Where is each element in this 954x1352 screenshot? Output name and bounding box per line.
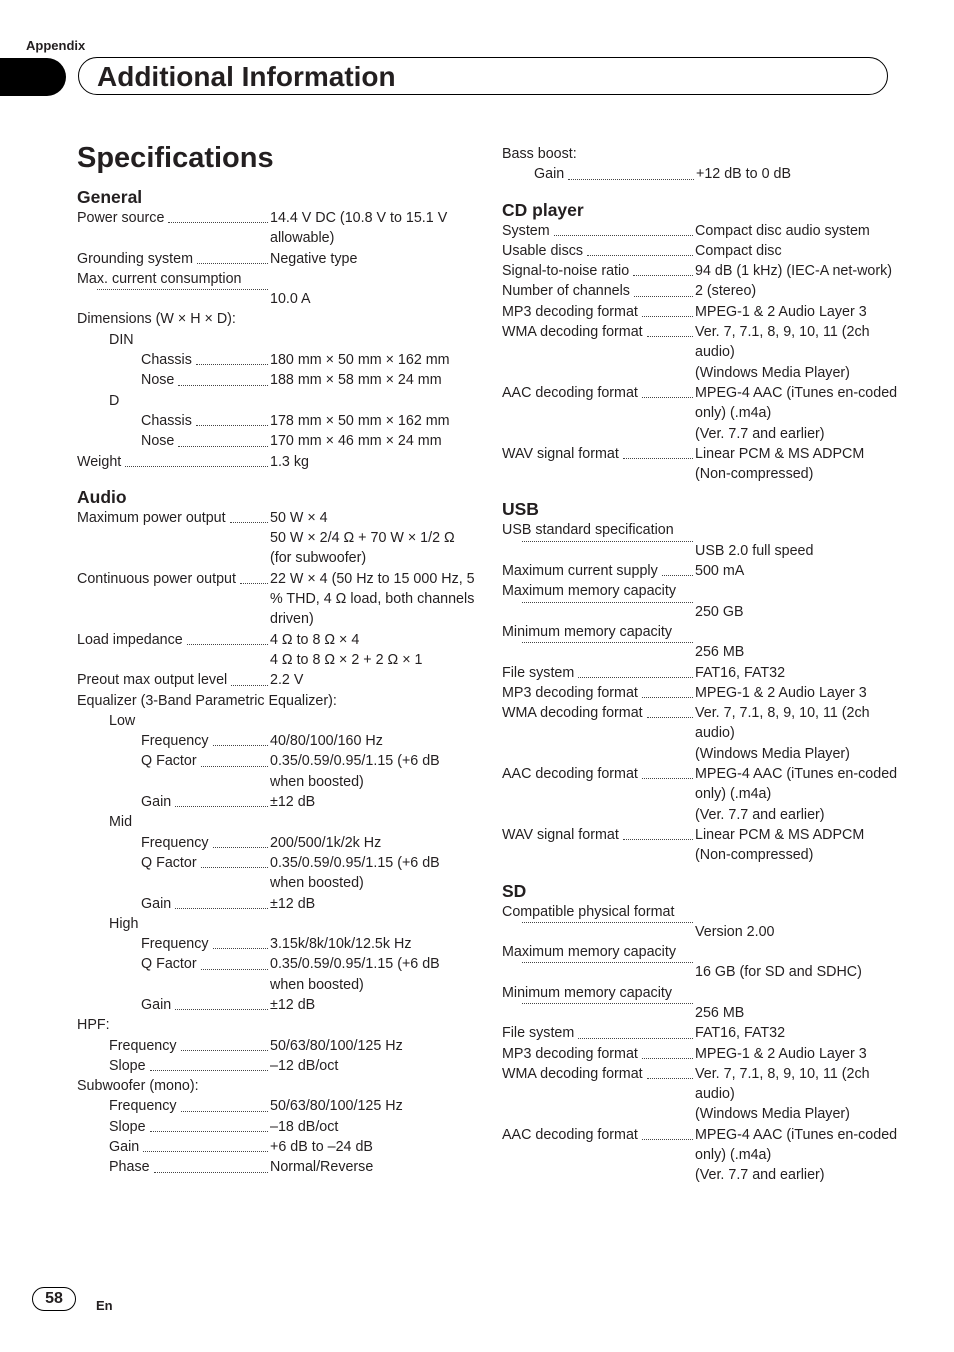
spec-label: WMA decoding format <box>502 324 643 341</box>
spec-label: Q Factor <box>141 854 197 871</box>
spec-label: Frequency <box>141 936 209 953</box>
spec-row <box>502 261 902 281</box>
spec-row <box>77 208 477 249</box>
left-column <box>77 186 477 1178</box>
spec-value: Compact disc <box>695 242 782 259</box>
spec-value: Linear PCM & MS ADPCM (Non-compressed) <box>695 445 865 483</box>
spec-label: Gain <box>534 166 565 183</box>
spec-label: Frequency <box>109 1037 177 1054</box>
spec-label: Maximum power output <box>77 509 226 526</box>
spec-row <box>77 1137 477 1157</box>
spec-label: Continuous power output <box>77 570 236 587</box>
spec-value: 50/63/80/100/125 Hz <box>270 1037 403 1054</box>
spec-value: 40/80/100/160 Hz <box>270 733 383 750</box>
spec-value: 3.15k/8k/10k/12.5k Hz <box>270 936 412 953</box>
spec-subgroup: Low <box>109 712 136 729</box>
spec-label: WMA decoding format <box>502 705 643 722</box>
spec-row <box>77 569 477 630</box>
section-heading-cd-player: CD player <box>502 199 584 220</box>
spec-label: USB standard specification <box>502 522 674 539</box>
spec-label: AAC decoding format <box>502 766 638 783</box>
spec-row <box>502 825 902 866</box>
spec-value: (Windows Media Player) <box>695 1106 850 1123</box>
spec-value: 50/63/80/100/125 Hz <box>270 1098 403 1115</box>
section-heading-sd: SD <box>502 880 527 901</box>
spec-row <box>502 302 902 322</box>
spec-group: Bass boost: <box>502 146 577 162</box>
spec-label: Gain <box>141 794 172 811</box>
spec-label: Signal-to-noise ratio <box>502 263 630 280</box>
spec-label: Grounding system <box>77 250 194 267</box>
spec-row <box>502 561 902 581</box>
spec-label: Chassis <box>141 412 192 429</box>
spec-label: Weight <box>77 453 122 470</box>
spec-label: Minimum memory capacity <box>502 984 673 1001</box>
spec-value: 178 mm × 50 mm × 162 mm <box>270 412 450 429</box>
spec-row <box>77 751 477 792</box>
spec-value: 500 mA <box>695 563 745 580</box>
spec-value: (Ver. 7.7 and earlier) <box>695 425 825 442</box>
spec-label: Gain <box>109 1139 140 1156</box>
spec-value: 4 Ω to 8 Ω × 2 + 2 Ω × 1 <box>270 651 423 668</box>
spec-group: HPF: <box>77 1017 110 1034</box>
spec-row <box>77 731 477 751</box>
spec-subgroup: DIN <box>109 331 134 348</box>
spec-value: +6 dB to –24 dB <box>270 1139 373 1156</box>
spec-label: MP3 decoding format <box>502 303 638 320</box>
spec-row <box>77 350 477 370</box>
spec-value: Compact disc audio system <box>695 222 870 239</box>
spec-value: MPEG-4 AAC (iTunes en-coded only) (.m4a) <box>695 1126 898 1164</box>
section-banner <box>78 57 888 95</box>
spec-row <box>77 411 477 431</box>
spec-value: ±12 dB <box>270 895 316 912</box>
spec-label: MP3 decoding format <box>502 1045 638 1062</box>
spec-label: Nose <box>141 372 175 389</box>
spec-row <box>77 995 477 1015</box>
spec-row <box>77 853 477 894</box>
spec-row <box>502 241 902 261</box>
spec-value: 0.35/0.59/0.95/1.15 (+6 dB when boosted) <box>270 956 440 993</box>
spec-row <box>502 663 902 683</box>
spec-label: Maximum memory capacity <box>502 583 676 600</box>
spec-group: Subwoofer (mono): <box>77 1078 199 1095</box>
spec-row <box>502 683 902 703</box>
section-heading-audio: Audio <box>77 486 127 507</box>
spec-value: FAT16, FAT32 <box>695 1025 786 1042</box>
spec-label: Slope <box>109 1118 146 1135</box>
spec-subgroup: High <box>109 915 139 932</box>
spec-value: –12 dB/oct <box>270 1057 339 1074</box>
section-heading-general: General <box>77 187 143 207</box>
spec-label: System <box>502 222 550 239</box>
spec-row <box>77 630 477 671</box>
spec-value: 2 (stereo) <box>695 283 757 300</box>
spec-label: Chassis <box>141 352 192 369</box>
spec-row <box>77 508 477 569</box>
spec-value: 0.35/0.59/0.95/1.15 (+6 dB when boosted) <box>270 854 440 892</box>
spec-label: Frequency <box>141 733 209 750</box>
spec-value: (Ver. 7.7 and earlier) <box>695 1167 825 1184</box>
spec-value: 14.4 V DC (10.8 V to 15.1 V allowable) <box>270 210 448 247</box>
spec-row <box>77 1157 477 1177</box>
spec-value: (Ver. 7.7 and earlier) <box>695 806 825 823</box>
section-tab <box>0 58 66 96</box>
spec-row <box>502 1023 902 1043</box>
spec-value: 0.35/0.59/0.95/1.15 (+6 dB when boosted) <box>270 753 440 790</box>
spec-value: MPEG-1 & 2 Audio Layer 3 <box>695 684 867 701</box>
spec-row <box>502 221 902 241</box>
spec-row <box>502 703 902 764</box>
spec-value: 250 GB <box>695 603 744 620</box>
spec-label: Gain <box>141 996 172 1013</box>
spec-row <box>502 1064 902 1125</box>
spec-value: MPEG-4 AAC (iTunes en-coded only) (.m4a) <box>695 766 898 803</box>
spec-value: 10.0 A <box>270 291 311 308</box>
spec-row <box>77 370 477 390</box>
spec-label: WAV signal format <box>502 826 619 843</box>
spec-row <box>502 764 902 825</box>
spec-value: –18 dB/oct <box>270 1118 339 1135</box>
spec-value: 200/500/1k/2k Hz <box>270 834 382 851</box>
spec-row <box>77 249 477 269</box>
spec-value: 16 GB (for SD and SDHC) <box>695 964 862 981</box>
spec-value: MPEG-1 & 2 Audio Layer 3 <box>695 303 867 320</box>
spec-label: Frequency <box>109 1098 177 1115</box>
spec-value: FAT16, FAT32 <box>695 664 786 681</box>
spec-label: File system <box>502 1025 575 1042</box>
right-column <box>502 144 902 1186</box>
spec-label: WAV signal format <box>502 445 619 462</box>
spec-row <box>502 642 902 662</box>
spec-value: Ver. 7, 7.1, 8, 9, 10, 11 (2ch audio) <box>695 705 870 742</box>
spec-value: Linear PCM & MS ADPCM (Non-compressed) <box>695 826 865 864</box>
spec-value: 22 W × 4 (50 Hz to 15 000 Hz, 5 % THD, 4 Ω load, both channels driven) <box>270 570 475 628</box>
page-number: 58 <box>32 1287 76 1311</box>
spec-label: Preout max output level <box>77 672 228 689</box>
language-code: En <box>96 1298 113 1313</box>
spec-subgroup: Mid <box>109 814 133 831</box>
spec-row <box>77 1036 477 1056</box>
spec-value: 256 MB <box>695 1004 745 1021</box>
spec-label: Minimum memory capacity <box>502 623 673 640</box>
spec-row <box>502 1044 902 1064</box>
spec-label: Usable discs <box>502 242 584 259</box>
spec-label: AAC decoding format <box>502 384 638 401</box>
spec-value: MPEG-4 AAC (iTunes en-coded only) (.m4a) <box>695 384 898 422</box>
spec-value: MPEG-1 & 2 Audio Layer 3 <box>695 1045 867 1062</box>
spec-label: Power source <box>77 210 165 226</box>
spec-value: 50 W × 2/4 Ω + 70 W × 1/2 Ω (for subwoofer) <box>270 530 455 567</box>
spec-label: Nose <box>141 433 175 450</box>
spec-value: (Windows Media Player) <box>695 745 850 762</box>
page-title: Specifications <box>77 142 274 174</box>
spec-value: Normal/Reverse <box>270 1159 374 1176</box>
spec-label: Gain <box>141 895 172 912</box>
spec-value: Ver. 7, 7.1, 8, 9, 10, 11 (2ch audio) <box>695 1065 870 1103</box>
spec-value: 256 MB <box>695 644 745 661</box>
spec-label: Frequency <box>141 834 209 851</box>
spec-label: MP3 decoding format <box>502 684 638 701</box>
spec-value: Version 2.00 <box>695 923 775 940</box>
banner-title: Additional Information <box>97 61 396 92</box>
spec-row <box>77 954 477 995</box>
section-heading-usb: USB <box>502 499 539 520</box>
spec-label: Compatible physical format <box>502 903 675 920</box>
spec-label: Q Factor <box>141 956 197 973</box>
spec-row <box>502 602 902 622</box>
spec-group: Equalizer (3-Band Parametric Equalizer): <box>77 692 337 709</box>
spec-row <box>77 1117 477 1137</box>
spec-row <box>77 1096 477 1116</box>
spec-value: ±12 dB <box>270 794 316 811</box>
spec-label: Load impedance <box>77 631 183 648</box>
spec-row <box>77 670 477 690</box>
spec-row <box>77 792 477 812</box>
spec-label: Max. current consumption <box>77 270 242 287</box>
spec-value: +12 dB to 0 dB <box>696 166 791 183</box>
spec-value: 188 mm × 58 mm × 24 mm <box>270 372 442 389</box>
spec-row <box>77 289 477 309</box>
spec-value: 170 mm × 46 mm × 24 mm <box>270 433 442 450</box>
spec-label: AAC decoding format <box>502 1126 638 1143</box>
spec-value: 4 Ω to 8 Ω × 4 <box>270 631 360 648</box>
spec-value: 2.2 V <box>270 672 304 689</box>
spec-group: Dimensions (W × H × D): <box>77 311 236 328</box>
spec-label: Phase <box>109 1159 150 1176</box>
spec-value: (Windows Media Player) <box>695 364 850 381</box>
spec-row <box>77 934 477 954</box>
spec-label: File system <box>502 664 575 681</box>
spec-value: 180 mm × 50 mm × 162 mm <box>270 352 450 369</box>
spec-row <box>502 1003 902 1023</box>
spec-value: 50 W × 4 <box>270 509 328 526</box>
spec-row <box>502 444 902 485</box>
spec-value: ±12 dB <box>270 996 316 1013</box>
spec-row <box>77 1056 477 1076</box>
spec-row <box>502 322 902 383</box>
spec-subgroup: D <box>109 392 120 409</box>
spec-row <box>502 383 902 444</box>
spec-row <box>502 164 902 184</box>
spec-row <box>502 922 902 942</box>
spec-label: Maximum current supply <box>502 563 658 580</box>
spec-row <box>77 452 477 472</box>
spec-label: Slope <box>109 1057 146 1074</box>
spec-label: Maximum memory capacity <box>502 944 676 961</box>
spec-row <box>502 1125 902 1186</box>
spec-value: Negative type <box>270 250 358 267</box>
spec-row <box>502 281 902 301</box>
spec-value: Ver. 7, 7.1, 8, 9, 10, 11 (2ch audio) <box>695 324 870 361</box>
spec-row <box>77 431 477 451</box>
spec-value: 94 dB (1 kHz) (IEC-A net-work) <box>695 263 893 280</box>
spec-row <box>502 962 902 982</box>
spec-row <box>77 894 477 914</box>
spec-row <box>77 833 477 853</box>
appendix-label: Appendix <box>26 38 86 53</box>
spec-row <box>502 541 902 561</box>
spec-label: Q Factor <box>141 753 197 770</box>
spec-value: 1.3 kg <box>270 453 309 470</box>
spec-label: WMA decoding format <box>502 1065 643 1082</box>
spec-value: USB 2.0 full speed <box>695 542 814 559</box>
spec-label: Number of channels <box>502 283 630 300</box>
